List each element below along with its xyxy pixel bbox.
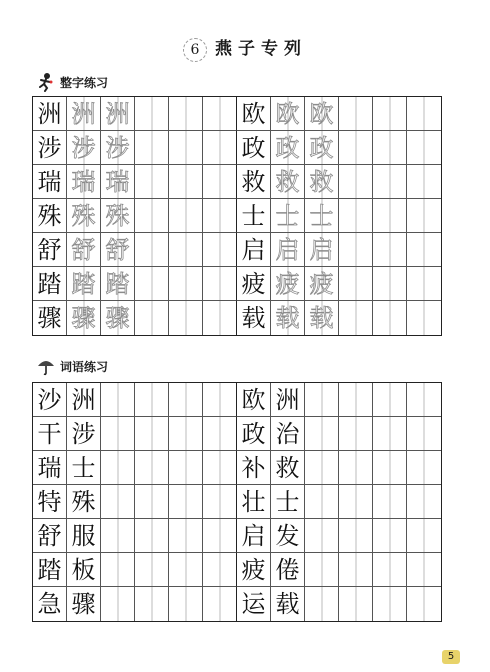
- grid-cell: [135, 553, 169, 587]
- grid-cell: [305, 97, 339, 131]
- grid-cell: [373, 199, 407, 233]
- grid-cell: [237, 301, 271, 335]
- grid-cell: [339, 199, 373, 233]
- grid-cell: [339, 451, 373, 485]
- grid-cell: [271, 97, 305, 131]
- grid-cell: [305, 519, 339, 553]
- model-character: 骤: [37, 304, 62, 332]
- trace-character: 舒: [105, 235, 130, 264]
- model-character: 急: [37, 590, 62, 618]
- grid-cell: [135, 131, 169, 165]
- grid-cell: [33, 165, 67, 199]
- grid-cell: [339, 233, 373, 267]
- model-character: 补: [241, 453, 266, 482]
- grid-cell: [135, 417, 169, 451]
- grid-cell: [135, 519, 169, 553]
- grid-cell: [101, 519, 135, 553]
- grid-cell: [101, 553, 135, 587]
- grid-cell: [373, 131, 407, 165]
- grid-cell: [169, 233, 203, 267]
- grid-cell: [339, 301, 373, 335]
- grid-cell: [237, 519, 271, 553]
- trace-character: 救: [275, 167, 300, 196]
- grid-cell: [67, 485, 101, 519]
- model-character: 政: [241, 133, 266, 162]
- model-character: 士: [71, 453, 96, 482]
- grid-cell: [237, 587, 271, 621]
- grid-cell: [339, 165, 373, 199]
- grid-cell: [373, 267, 407, 301]
- grid-cell: [67, 301, 101, 335]
- trace-character: 启: [275, 235, 300, 264]
- grid-cell: [169, 519, 203, 553]
- grid-cell: [33, 233, 67, 267]
- grid-cell: [407, 519, 441, 553]
- trace-character: 政: [275, 133, 300, 162]
- model-character: 载: [241, 304, 266, 332]
- grid-cell: [203, 131, 237, 165]
- grid-cell: [101, 97, 135, 131]
- grid-cell: [305, 165, 339, 199]
- grid-cell: [373, 233, 407, 267]
- model-character: 干: [37, 419, 62, 448]
- grid-cell: [169, 451, 203, 485]
- grid-cell: [135, 587, 169, 621]
- grid-cell: [135, 233, 169, 267]
- grid-cell: [169, 485, 203, 519]
- model-character: 载: [275, 590, 300, 618]
- grid-cell: [169, 417, 203, 451]
- grid-cell: [237, 199, 271, 233]
- model-character: 踏: [37, 269, 62, 298]
- grid-cell: [237, 267, 271, 301]
- word-grid: [32, 382, 442, 622]
- grid-cell: [271, 587, 305, 621]
- grid-cell: [407, 417, 441, 451]
- grid-cell: [407, 233, 441, 267]
- grid-cell: [271, 451, 305, 485]
- grid-cell: [169, 553, 203, 587]
- grid-cell: [33, 553, 67, 587]
- trace-character: 舒: [71, 235, 96, 264]
- grid-cell: [237, 451, 271, 485]
- grid-cell: [271, 301, 305, 335]
- grid-cell: [169, 383, 203, 417]
- trace-character: 涉: [105, 133, 130, 162]
- grid-cell: [135, 383, 169, 417]
- grid-cell: [271, 519, 305, 553]
- grid-cell: [203, 553, 237, 587]
- grid-cell: [67, 417, 101, 451]
- grid-cell: [305, 485, 339, 519]
- grid-cell: [33, 131, 67, 165]
- grid-cell: [203, 199, 237, 233]
- grid-cell: [339, 519, 373, 553]
- whole-char-grid: [32, 96, 442, 336]
- model-character: 洲: [71, 385, 96, 414]
- model-character: 疲: [241, 555, 266, 584]
- grid-cell: [101, 451, 135, 485]
- model-character: 板: [71, 555, 96, 584]
- grid-cell: [373, 451, 407, 485]
- model-character: 特: [37, 487, 62, 516]
- grid-cell: [339, 485, 373, 519]
- grid-cell: [271, 131, 305, 165]
- trace-character: 救: [309, 167, 334, 196]
- grid-cell: [237, 233, 271, 267]
- grid-cell: [67, 587, 101, 621]
- grid-cell: [169, 301, 203, 335]
- grid-cell: [33, 199, 67, 233]
- umbrella-icon: [36, 356, 56, 376]
- grid-cell: [271, 485, 305, 519]
- grid-cell: [407, 199, 441, 233]
- grid-cell: [135, 165, 169, 199]
- grid-cell: [305, 267, 339, 301]
- grid-cell: [33, 301, 67, 335]
- grid-cell: [407, 131, 441, 165]
- grid-cell: [101, 485, 135, 519]
- grid-cell: [101, 383, 135, 417]
- grid-cell: [407, 383, 441, 417]
- lesson-title: [0, 34, 490, 62]
- grid-cell: [271, 553, 305, 587]
- grid-cell: [237, 97, 271, 131]
- grid-cell: [237, 553, 271, 587]
- grid-cell: [33, 519, 67, 553]
- trace-character: 洲: [71, 99, 96, 128]
- grid-cell: [271, 383, 305, 417]
- grid-cell: [101, 267, 135, 301]
- grid-cell: [67, 451, 101, 485]
- grid-cell: [67, 165, 101, 199]
- model-character: 欧: [241, 385, 266, 414]
- trace-character: 踏: [105, 269, 130, 298]
- grid-cell: [101, 131, 135, 165]
- lesson-number: 6: [183, 38, 207, 62]
- grid-cell: [407, 165, 441, 199]
- grid-cell: [373, 97, 407, 131]
- grid-cell: [271, 199, 305, 233]
- grid-cell: [101, 301, 135, 335]
- grid-cell: [203, 451, 237, 485]
- grid-cell: [33, 485, 67, 519]
- grid-cell: [407, 97, 441, 131]
- model-character: 启: [241, 521, 266, 550]
- grid-cell: [67, 267, 101, 301]
- model-character: 舒: [37, 235, 62, 264]
- trace-character: 瑞: [105, 167, 130, 196]
- model-character: 骤: [71, 590, 96, 618]
- grid-cell: [67, 553, 101, 587]
- grid-cell: [271, 165, 305, 199]
- grid-cell: [373, 165, 407, 199]
- grid-cell: [135, 485, 169, 519]
- grid-cell: [373, 383, 407, 417]
- grid-cell: [373, 417, 407, 451]
- grid-cell: [101, 199, 135, 233]
- grid-cell: [33, 451, 67, 485]
- grid-cell: [203, 267, 237, 301]
- grid-cell: [305, 417, 339, 451]
- trace-character: 载: [275, 304, 300, 332]
- grid-cell: [305, 587, 339, 621]
- section-word-title: 词语练习: [60, 359, 109, 374]
- trace-character: 骤: [105, 304, 130, 332]
- model-character: 涉: [71, 419, 96, 448]
- trace-character: 殊: [105, 201, 130, 230]
- grid-cell: [271, 417, 305, 451]
- trace-character: 殊: [71, 201, 96, 230]
- grid-cell: [203, 417, 237, 451]
- model-character: 涉: [37, 133, 62, 162]
- model-character: 服: [71, 521, 96, 550]
- grid-cell: [203, 587, 237, 621]
- grid-cell: [373, 519, 407, 553]
- trace-character: 瑞: [71, 167, 96, 196]
- grid-cell: [33, 383, 67, 417]
- grid-cell: [237, 131, 271, 165]
- trace-character: 踏: [71, 269, 96, 298]
- grid-cell: [271, 233, 305, 267]
- grid-cell: [305, 233, 339, 267]
- grid-cell: [271, 267, 305, 301]
- grid-cell: [33, 417, 67, 451]
- grid-cell: [339, 97, 373, 131]
- grid-cell: [67, 131, 101, 165]
- model-character: 士: [275, 487, 300, 516]
- grid-cell: [237, 485, 271, 519]
- grid-cell: [305, 199, 339, 233]
- model-character: 倦: [275, 555, 300, 584]
- grid-cell: [135, 199, 169, 233]
- grid-cell: [135, 267, 169, 301]
- practice-grid-2: [32, 382, 442, 622]
- model-character: 政: [241, 419, 266, 448]
- grid-cell: [407, 553, 441, 587]
- grid-cell: [407, 587, 441, 621]
- section-word-header: [36, 356, 108, 376]
- grid-cell: [407, 485, 441, 519]
- trace-character: 涉: [71, 133, 96, 162]
- model-character: 舒: [37, 521, 62, 550]
- grid-cell: [203, 485, 237, 519]
- runner-icon: [36, 72, 56, 92]
- grid-cell: [33, 267, 67, 301]
- model-character: 运: [241, 590, 266, 618]
- grid-cell: [101, 587, 135, 621]
- grid-cell: [203, 519, 237, 553]
- model-character: 殊: [37, 201, 62, 230]
- grid-cell: [373, 301, 407, 335]
- model-character: 救: [275, 453, 300, 482]
- lesson-title-text: 燕子专列: [215, 39, 307, 59]
- grid-cell: [67, 383, 101, 417]
- grid-cell: [67, 97, 101, 131]
- model-character: 士: [241, 201, 266, 230]
- grid-cell: [203, 301, 237, 335]
- grid-cell: [169, 587, 203, 621]
- grid-cell: [339, 587, 373, 621]
- grid-cell: [101, 233, 135, 267]
- grid-cell: [169, 165, 203, 199]
- trace-character: 疲: [309, 269, 334, 298]
- grid-cell: [339, 383, 373, 417]
- grid-cell: [169, 199, 203, 233]
- grid-cell: [101, 165, 135, 199]
- trace-character: 政: [309, 133, 334, 162]
- grid-cell: [339, 131, 373, 165]
- grid-cell: [407, 451, 441, 485]
- grid-cell: [203, 97, 237, 131]
- grid-cell: [203, 233, 237, 267]
- grid-cell: [407, 301, 441, 335]
- model-character: 洲: [37, 99, 62, 128]
- grid-cell: [33, 587, 67, 621]
- grid-cell: [305, 301, 339, 335]
- model-character: 瑞: [37, 453, 62, 482]
- section-whole-char-title: 整字练习: [60, 75, 109, 90]
- model-character: 治: [275, 419, 300, 448]
- model-character: 瑞: [37, 167, 62, 196]
- grid-cell: [135, 301, 169, 335]
- grid-cell: [135, 451, 169, 485]
- grid-cell: [135, 97, 169, 131]
- trace-character: 疲: [275, 269, 300, 298]
- grid-cell: [305, 131, 339, 165]
- practice-grid-1: [32, 96, 442, 336]
- grid-cell: [407, 267, 441, 301]
- grid-cell: [339, 267, 373, 301]
- model-character: 启: [241, 235, 266, 264]
- model-character: 洲: [275, 385, 300, 414]
- grid-cell: [373, 553, 407, 587]
- page-number: 5: [442, 650, 460, 664]
- trace-character: 士: [309, 201, 334, 230]
- grid-cell: [169, 97, 203, 131]
- grid-cell: [203, 383, 237, 417]
- grid-cell: [67, 519, 101, 553]
- model-character: 欧: [241, 99, 266, 128]
- grid-cell: [67, 233, 101, 267]
- trace-character: 洲: [105, 99, 130, 128]
- trace-character: 欧: [309, 99, 334, 128]
- grid-cell: [305, 383, 339, 417]
- trace-character: 载: [309, 304, 334, 332]
- grid-cell: [339, 553, 373, 587]
- grid-cell: [305, 553, 339, 587]
- model-character: 踏: [37, 555, 62, 584]
- model-character: 沙: [37, 385, 62, 414]
- grid-cell: [33, 97, 67, 131]
- grid-cell: [373, 587, 407, 621]
- grid-cell: [101, 417, 135, 451]
- grid-cell: [169, 131, 203, 165]
- grid-cell: [237, 383, 271, 417]
- grid-cell: [373, 485, 407, 519]
- trace-character: 骤: [71, 304, 96, 332]
- grid-cell: [237, 417, 271, 451]
- section-whole-char-header: [36, 72, 108, 92]
- trace-character: 欧: [275, 99, 300, 128]
- trace-character: 启: [309, 235, 334, 264]
- grid-cell: [339, 417, 373, 451]
- model-character: 殊: [71, 487, 96, 516]
- model-character: 发: [275, 521, 300, 550]
- model-character: 壮: [241, 487, 266, 516]
- trace-character: 士: [275, 201, 300, 230]
- grid-cell: [305, 451, 339, 485]
- model-character: 救: [241, 167, 266, 196]
- model-character: 疲: [241, 269, 266, 298]
- grid-cell: [67, 199, 101, 233]
- grid-cell: [203, 165, 237, 199]
- grid-cell: [169, 267, 203, 301]
- grid-cell: [237, 165, 271, 199]
